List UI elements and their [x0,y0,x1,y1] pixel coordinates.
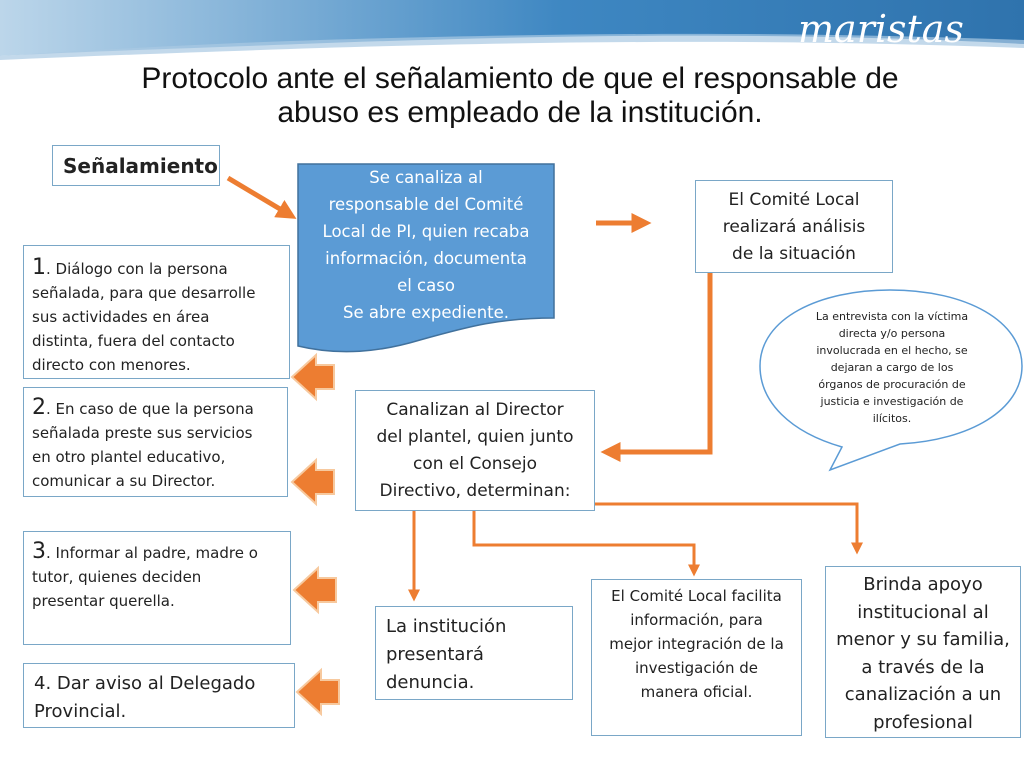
comite-facilita-box: El Comité Local facilita información, para mejor integración de la investigación de manera oficial. [591,579,802,736]
block-arrow-item4 [297,670,339,714]
block-arrow-item3 [294,568,336,612]
denuncia-box: La institución presentará denuncia. [375,606,573,700]
arrow-director-to-comite-facilita [474,510,694,572]
arrow-director-to-apoyo [595,504,857,550]
item-3-number: 3 [32,539,46,564]
item-1-box [23,245,290,379]
item-1-number: 1 [32,255,46,280]
item-2-text: . En caso de que la persona señalada preste sus servicios en otro plantel educativo, comunicar a su Director. [32,400,254,490]
item-3-box [23,531,291,645]
entrevista-text: La entrevista con la víctima directa y/o persona involucrada en el hecho, se dejaran a cargo de los órganos de procuración de justicia e investigación de ilícitos. [815,310,969,425]
block-arrow-item2 [292,460,334,504]
apoyo-box: Brinda apoyo institucional al menor y su familia, a través de la canalización a un profesional [825,566,1021,738]
senalamiento-box: Señalamiento [52,145,220,186]
block-arrow-item1 [292,355,334,399]
canaliza-text: Se canaliza al responsable del Comité Local de PI, quien recaba información, documenta el caso Se abre expediente. [322,168,530,322]
item-1-text: . Diálogo con la persona señalada, para que desarrolle sus actividades en área distinta, fuera del contacto directo con menores. [32,260,256,374]
director-box: Canalizan al Director del plantel, quien junto con el Consejo Directivo, determinan: [355,390,595,511]
svg-text:maristas: maristas [798,7,964,51]
arrow-senalamiento-to-canaliza [228,178,290,215]
page-title: Protocolo ante el señalamiento de que el responsable de abuso es empleado de la institución. [141,62,899,129]
item-3-text: . Informar al padre, madre o tutor, quienes deciden presentar querella. [32,544,258,610]
item-4-box: 4. Dar aviso al Delegado Provincial. [23,663,295,728]
item-2-number: 2 [32,395,46,420]
arrow-comite-to-director [608,273,710,452]
item-2-box [23,387,288,497]
comite-analisis-box: El Comité Local realizará análisis de la situación [695,180,893,273]
